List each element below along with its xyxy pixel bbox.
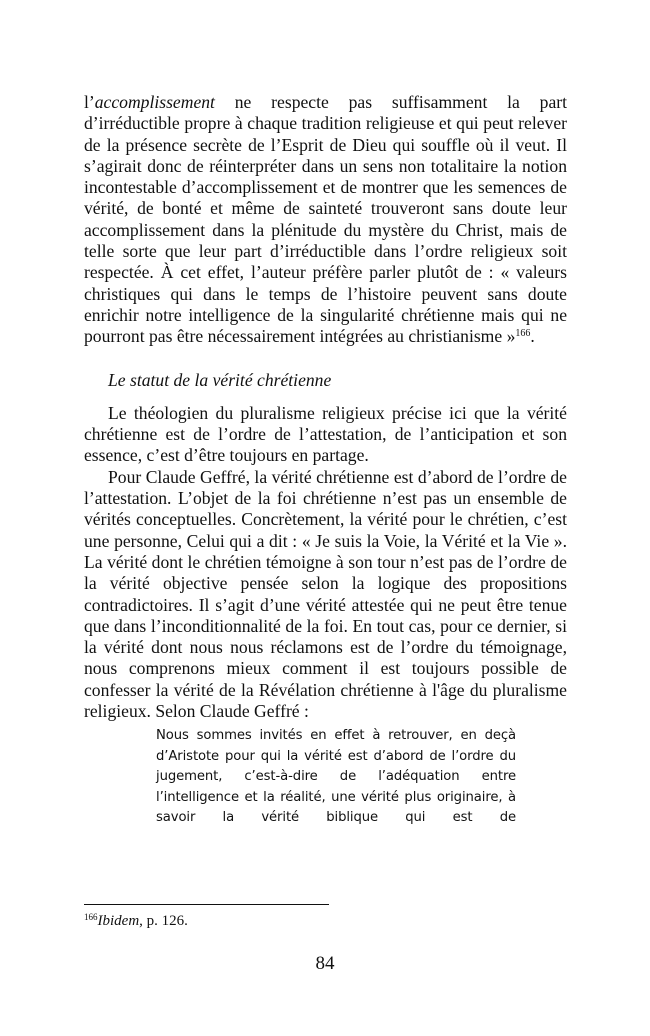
footnote-separator — [84, 904, 329, 905]
footnote-number: 166 — [84, 912, 98, 922]
lead-italic-word: accomplissement — [94, 92, 215, 112]
paragraph-text: ne respecte pas suffisamment la part d’irréductible propre à chaque tradition religieuse et qui peut relever de la présence secrète de l’Esprit de Dieu qui souffle où il veut. Il s’agirait donc de réinterpréter dans un sens non totalitaire la notion incontestable d’accomplissement et de montrer que les semences de vérité, de bonté et même de sainteté trouveront sans doute leur accomplissement dans la plénitude du mystère du Christ, mais de telle sorte que leur part d’irréductible dans l’ordre religieux soit respectée. À cet effet, l’auteur préfère parler plutôt de : « valeurs christiques qui dans le temps de l’histoire peuvent sans doute enrichir notre intelligence de la singularité chrétienne mais qui ne pourront pas être nécessairement intégrées au christianisme » — [84, 92, 567, 347]
paragraph-end: . — [530, 326, 535, 347]
footnote-text: , p. 126. — [139, 913, 188, 929]
lead-prefix: l’ — [84, 92, 95, 112]
block-quote: Nous sommes invités en effet à retrouver, en deçà d’Aristote pour qui la vérité est d’abord de l’ordre du jugement, c’est-à-dire de l’adéquation entre l’intelligence et la réalité, une vérité plus originaire, à savoir la vérité biblique qui est de — [156, 728, 516, 825]
page-number: 84 — [315, 953, 335, 974]
paragraph-accomplissement — [84, 92, 567, 348]
section-heading: Le statut de la vérité chrétienne — [108, 369, 332, 390]
footnote-reference: 166 — [515, 328, 531, 340]
paragraph-geffre: Pour Claude Geffré, la vérité chrétienne est d’abord de l’ordre de l’attestation. L’objet de la foi chrétienne n’est pas un ensemble de vérités conceptuelles. Concrètement, la vérité pour le chrétien, c’est une personne, Celui qui a dit : « Je suis la Voie, la Vérité et la Vie ». La vérité dont le chrétien témoigne à son tour n’est pas de l’ordre de la vérité objective pensée selon la logique des propositions contradictoires. Il s’agit d’une vérité attestée qui ne peut être tenue que dans l’inconditionnalité de la foi. En tout cas, pour ce dernier, si la vérité dont nous nous réclamons est de l’ordre du témoignage, nous comprenons mieux comment il est toujours possible de confesser la vérité de la Révélation chrétienne à l'âge du pluralisme religieux. Selon Claude Geffré : — [84, 466, 567, 722]
paragraph-theologien: Le théologien du pluralisme religieux précise ici que la vérité chrétienne est de l’ordre de l’attestation, de l’anticipation et son essence, c’est d’être toujours en partage. — [84, 402, 567, 466]
footnote — [84, 913, 188, 930]
page-body — [84, 92, 567, 828]
footnote-italic: Ibidem — [97, 913, 140, 929]
